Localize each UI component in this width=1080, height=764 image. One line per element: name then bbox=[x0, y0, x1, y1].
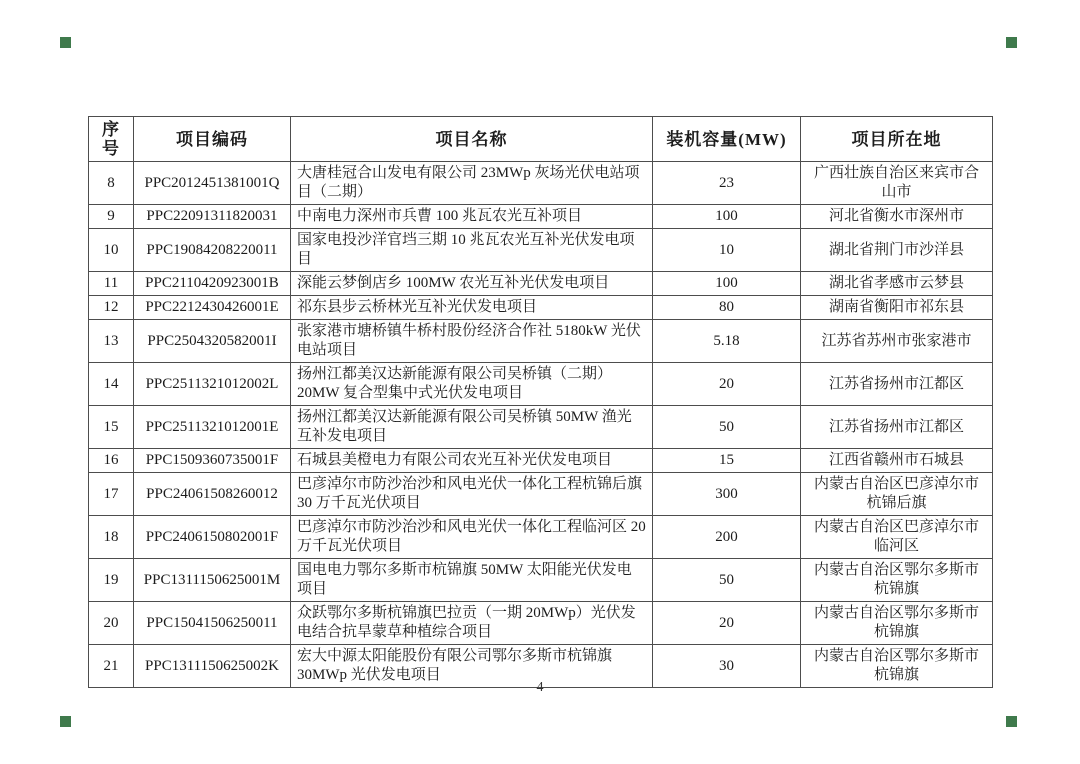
selection-handle-bottom-right[interactable] bbox=[1006, 716, 1017, 727]
cell-index: 17 bbox=[89, 473, 134, 516]
cell-code: PPC2511321012001E bbox=[134, 406, 291, 449]
cell-code: PPC2504320582001I bbox=[134, 320, 291, 363]
cell-code: PPC2406150802001F bbox=[134, 516, 291, 559]
cell-capacity: 50 bbox=[653, 406, 801, 449]
cell-location: 湖南省衡阳市祁东县 bbox=[801, 296, 993, 320]
cell-name: 张家港市塘桥镇牛桥村股份经济合作社 5180kW 光伏电站项目 bbox=[291, 320, 653, 363]
cell-name: 大唐桂冠合山发电有限公司 23MWp 灰场光伏电站项目（二期） bbox=[291, 162, 653, 205]
cell-location: 内蒙古自治区巴彦淖尔市杭锦后旗 bbox=[801, 473, 993, 516]
cell-index: 20 bbox=[89, 602, 134, 645]
cell-index: 18 bbox=[89, 516, 134, 559]
cell-name: 中南电力深州市兵曹 100 兆瓦农光互补项目 bbox=[291, 205, 653, 229]
cell-code: PPC2511321012002L bbox=[134, 363, 291, 406]
table-row bbox=[89, 320, 993, 363]
cell-capacity: 300 bbox=[653, 473, 801, 516]
cell-location: 江苏省扬州市江都区 bbox=[801, 363, 993, 406]
cell-index: 16 bbox=[89, 449, 134, 473]
cell-code: PPC19084208220011 bbox=[134, 229, 291, 272]
cell-code: PPC2212430426001E bbox=[134, 296, 291, 320]
cell-index: 15 bbox=[89, 406, 134, 449]
cell-capacity: 20 bbox=[653, 363, 801, 406]
cell-capacity: 200 bbox=[653, 516, 801, 559]
table-row bbox=[89, 162, 993, 205]
cell-name: 扬州江都美汉达新能源有限公司吴桥镇（二期）20MW 复合型集中式光伏发电项目 bbox=[291, 363, 653, 406]
cell-name: 扬州江都美汉达新能源有限公司吴桥镇 50MW 渔光互补发电项目 bbox=[291, 406, 653, 449]
cell-index: 9 bbox=[89, 205, 134, 229]
col-header-name: 项目名称 bbox=[291, 117, 653, 162]
cell-index: 14 bbox=[89, 363, 134, 406]
table-row bbox=[89, 205, 993, 229]
cell-capacity: 23 bbox=[653, 162, 801, 205]
cell-location: 江西省赣州市石城县 bbox=[801, 449, 993, 473]
table-row bbox=[89, 229, 993, 272]
cell-location: 湖北省荆门市沙洋县 bbox=[801, 229, 993, 272]
cell-location: 内蒙古自治区巴彦淖尔市临河区 bbox=[801, 516, 993, 559]
cell-capacity: 80 bbox=[653, 296, 801, 320]
cell-index: 12 bbox=[89, 296, 134, 320]
cell-name: 国家电投沙洋官垱三期 10 兆瓦农光互补光伏发电项目 bbox=[291, 229, 653, 272]
table-row bbox=[89, 473, 993, 516]
cell-index: 21 bbox=[89, 645, 134, 688]
cell-location: 内蒙古自治区鄂尔多斯市杭锦旗 bbox=[801, 602, 993, 645]
table-row bbox=[89, 406, 993, 449]
cell-name: 深能云梦倒店乡 100MW 农光互补光伏发电项目 bbox=[291, 272, 653, 296]
col-header-index: 序号 bbox=[89, 117, 134, 162]
cell-name: 巴彦淖尔市防沙治沙和风电光伏一体化工程临河区 20 万千瓦光伏项目 bbox=[291, 516, 653, 559]
cell-location: 广西壮族自治区来宾市合山市 bbox=[801, 162, 993, 205]
cell-code: PPC1311150625002K bbox=[134, 645, 291, 688]
cell-location: 江苏省苏州市张家港市 bbox=[801, 320, 993, 363]
cell-index: 8 bbox=[89, 162, 134, 205]
cell-code: PPC15041506250011 bbox=[134, 602, 291, 645]
cell-name: 宏大中源太阳能股份有限公司鄂尔多斯市杭锦旗 30MWp 光伏发电项目 bbox=[291, 645, 653, 688]
cell-index: 19 bbox=[89, 559, 134, 602]
cell-index: 10 bbox=[89, 229, 134, 272]
cell-location: 内蒙古自治区鄂尔多斯市杭锦旗 bbox=[801, 559, 993, 602]
cell-capacity: 10 bbox=[653, 229, 801, 272]
table-row bbox=[89, 272, 993, 296]
table-header-row bbox=[89, 117, 993, 162]
cell-capacity: 30 bbox=[653, 645, 801, 688]
cell-name: 巴彦淖尔市防沙治沙和风电光伏一体化工程杭锦后旗 30 万千瓦光伏项目 bbox=[291, 473, 653, 516]
cell-code: PPC1311150625001M bbox=[134, 559, 291, 602]
cell-code: PPC2110420923001B bbox=[134, 272, 291, 296]
pv-project-table bbox=[88, 116, 993, 688]
cell-name: 众跃鄂尔多斯杭锦旗巴拉贡（一期 20MWp）光伏发电结合抗旱蒙草种植综合项目 bbox=[291, 602, 653, 645]
table-row bbox=[89, 449, 993, 473]
cell-code: PPC2012451381001Q bbox=[134, 162, 291, 205]
page-number: 4 bbox=[536, 680, 544, 695]
selection-handle-bottom-left[interactable] bbox=[60, 716, 71, 727]
cell-index: 13 bbox=[89, 320, 134, 363]
cell-capacity: 100 bbox=[653, 272, 801, 296]
cell-location: 江苏省扬州市江都区 bbox=[801, 406, 993, 449]
cell-location: 内蒙古自治区鄂尔多斯市杭锦旗 bbox=[801, 645, 993, 688]
cell-index: 11 bbox=[89, 272, 134, 296]
cell-name: 国电电力鄂尔多斯市杭锦旗 50MW 太阳能光伏发电项目 bbox=[291, 559, 653, 602]
table-row bbox=[89, 559, 993, 602]
col-header-code: 项目编码 bbox=[134, 117, 291, 162]
table-body bbox=[89, 162, 993, 688]
cell-capacity: 100 bbox=[653, 205, 801, 229]
cell-name: 石城县美橙电力有限公司农光互补光伏发电项目 bbox=[291, 449, 653, 473]
table-row bbox=[89, 363, 993, 406]
cell-capacity: 50 bbox=[653, 559, 801, 602]
cell-location: 河北省衡水市深州市 bbox=[801, 205, 993, 229]
cell-capacity: 5.18 bbox=[653, 320, 801, 363]
cell-code: PPC22091311820031 bbox=[134, 205, 291, 229]
cell-capacity: 15 bbox=[653, 449, 801, 473]
cell-capacity: 20 bbox=[653, 602, 801, 645]
table-row bbox=[89, 602, 993, 645]
selection-handle-top-right[interactable] bbox=[1006, 37, 1017, 48]
col-header-location: 项目所在地 bbox=[801, 117, 993, 162]
cell-code: PPC24061508260012 bbox=[134, 473, 291, 516]
selection-handle-top-left[interactable] bbox=[60, 37, 71, 48]
table-row bbox=[89, 516, 993, 559]
cell-location: 湖北省孝感市云梦县 bbox=[801, 272, 993, 296]
col-header-capacity: 装机容量(MW) bbox=[653, 117, 801, 162]
table-row bbox=[89, 296, 993, 320]
cell-name: 祁东县步云桥林光互补光伏发电项目 bbox=[291, 296, 653, 320]
cell-code: PPC1509360735001F bbox=[134, 449, 291, 473]
